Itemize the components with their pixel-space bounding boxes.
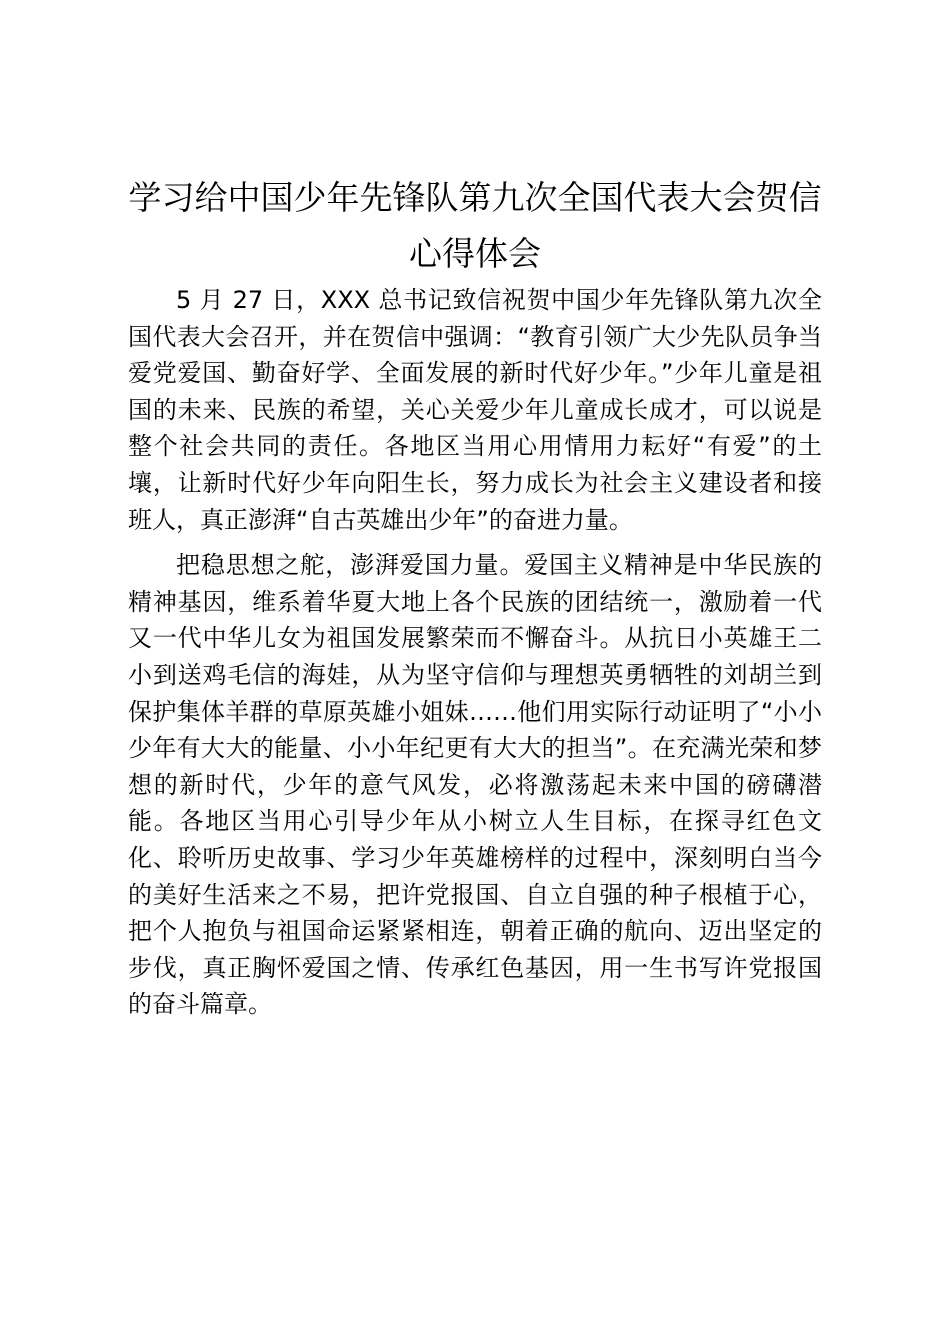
paragraph-1: 5 月 27 日，XXX 总书记致信祝贺中国少年先锋队第九次全国代表大会召开，并在贺信中强调：“教育引领广大少先队员争当爱党爱国、勤奋好学、全面发展的新时代好少年。”少年儿童是祖国的未来、民族的希望，关心关爱少年儿童成长成才，可以说是整个社会共同的责任。各地区当用心用情用力耘好“有爱”的土壤，让新时代好少年向阳生长，努力成长为社会主义建设者和接班人，真正澎湃“自古英雄出少年”的奋进力量。 xyxy=(128,286,822,534)
document-title: 学习给中国少年先锋队第九次全国代表大会贺信心得体会 xyxy=(128,178,822,273)
document-body xyxy=(128,282,822,1023)
paragraph-2: 把稳思想之舵，澎湃爱国力量。爱国主义精神是中华民族的精神基因，维系着华夏大地上各个民族的团结统一，激励着一代又一代中华儿女为祖国发展繁荣而不懈奋斗。从抗日小英雄王二小到送鸡毛信的海娃，从为坚守信仰与理想英勇牺牲的刘胡兰到保护集体羊群的草原英雄小姐妹……他们用实际行动证明了“小小少年有大大的能量、小小年纪更有大大的担当”。在充满光荣和梦想的新时代，少年的意气风发，必将激荡起未来中国的磅礴潜能。各地区当用心引导少年从小树立人生目标，在探寻红色文化、聆听历史故事、学习少年英雄榜样的过程中，深刻明白当今的美好生活来之不易，把许党报国、自立自强的种子根植于心，把个人抱负与祖国命运紧紧相连，朝着正确的航向、迈出坚定的步伐，真正胸怀爱国之情、传承红色基因，用一生书写许党报国的奋斗篇章。 xyxy=(128,551,822,1019)
